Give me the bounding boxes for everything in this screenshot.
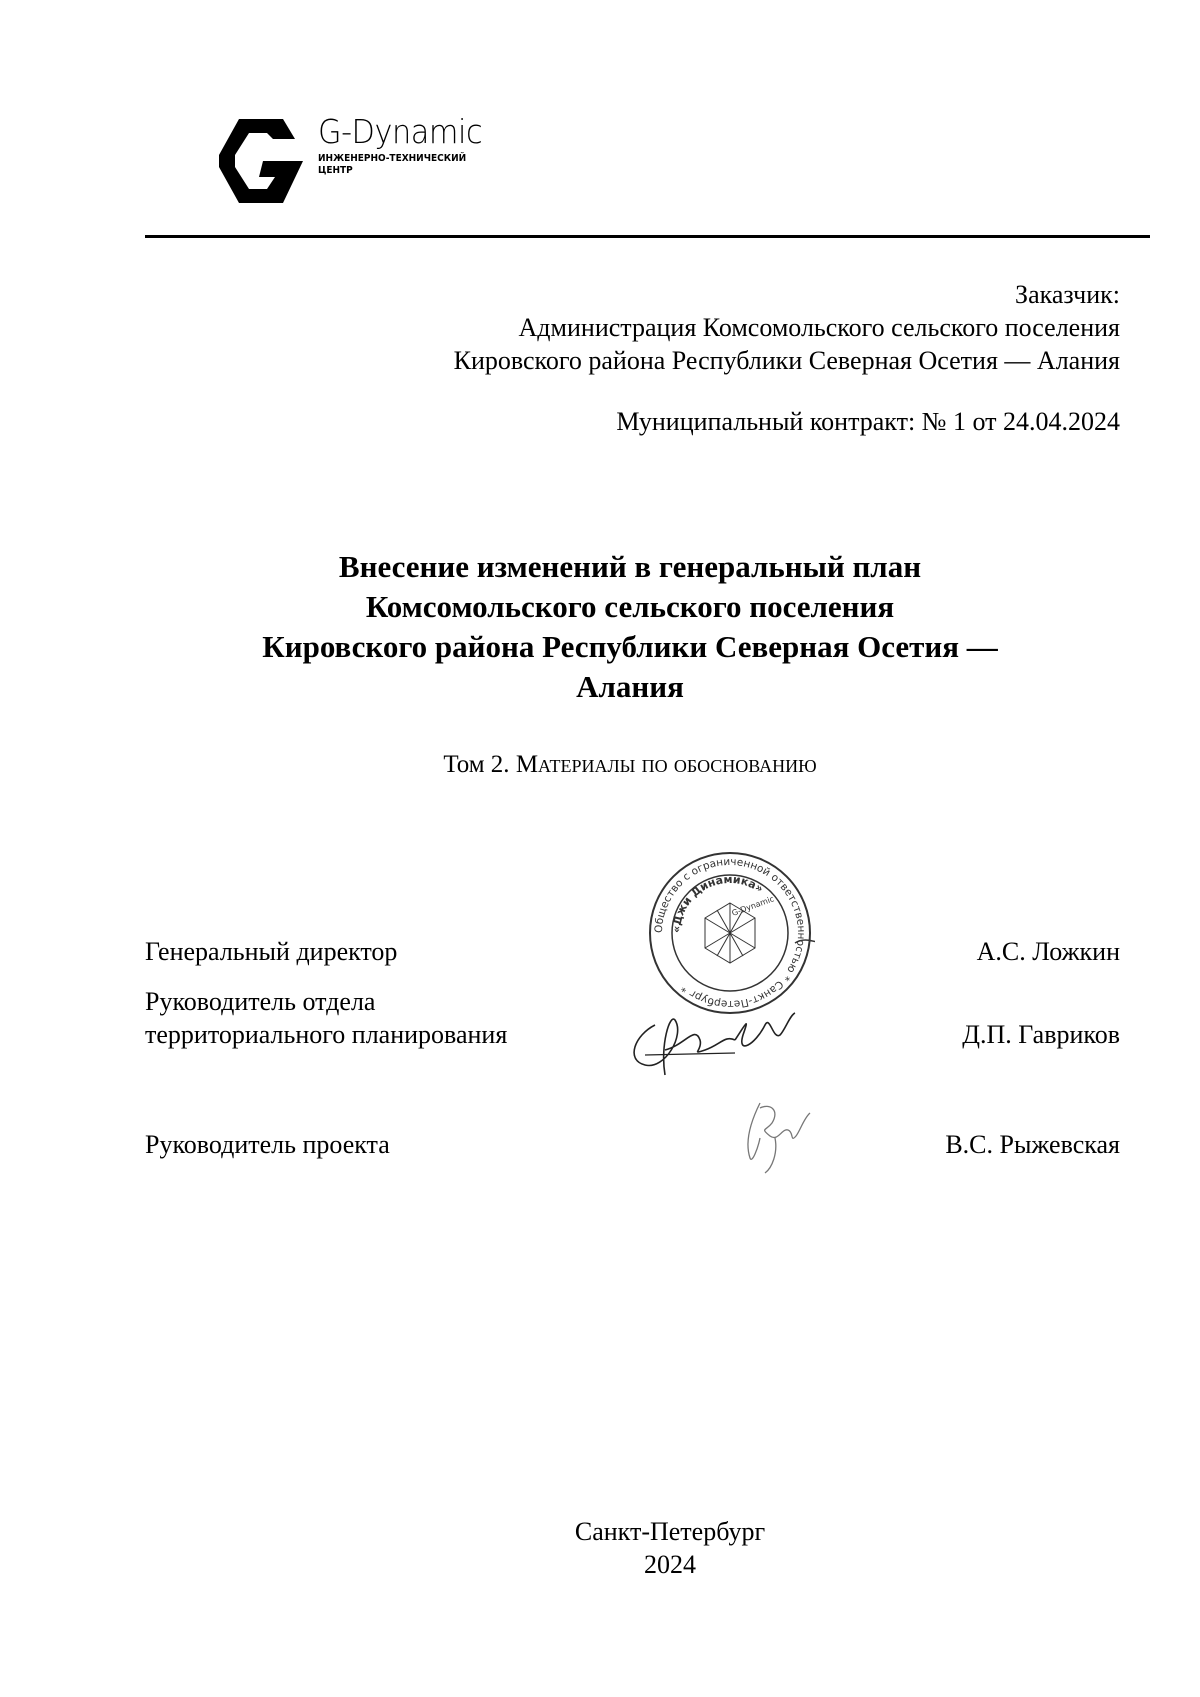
customer-line-2: Кировского района Республики Северная Осетия — Алания xyxy=(453,346,1120,375)
header-divider xyxy=(145,235,1150,238)
signature-role: Генеральный директор xyxy=(145,937,398,966)
footer-year: 2024 xyxy=(644,1550,696,1579)
document-title xyxy=(0,547,1200,707)
signature-name: А.С. Ложкин xyxy=(976,937,1120,966)
signature-gavrikov xyxy=(625,1005,805,1085)
customer-block xyxy=(454,278,1120,377)
contract-line: Муниципальный контракт: № 1 от 24.04.2024 xyxy=(616,407,1120,436)
volume-name: Материалы по обоснованию xyxy=(515,751,817,778)
svg-text:Общество с ограниченной ответс: Общество с ограниченной ответственностью * Санкт-Петербург * xyxy=(652,855,808,1011)
customer-line-1: Администрация Комсомольского сельского поселения xyxy=(518,313,1120,342)
title-line-3: Кировского района Республики Северная Осетия — xyxy=(262,629,998,664)
volume-label xyxy=(0,750,1200,780)
company-stamp xyxy=(645,848,815,1018)
signature-role: Руководитель отдела территориального планирования xyxy=(145,987,508,1049)
logo-subtitle-1: ИНЖЕНЕРНО-ТЕХНИЧЕСКИЙ xyxy=(318,153,467,164)
customer-label: Заказчик: xyxy=(1015,280,1120,309)
signature-role: Руководитель проекта xyxy=(145,1130,390,1159)
g-logo-icon xyxy=(215,115,307,207)
logo-subtitle-2: ЦЕНТР xyxy=(318,165,353,176)
footer xyxy=(0,1515,1200,1581)
svg-text:«Джи Динамика»: «Джи Динамика» xyxy=(669,872,766,934)
footer-city: Санкт-Петербург xyxy=(574,1517,766,1546)
signature-name: Д.П. Гавриков xyxy=(962,1020,1120,1049)
signature-name: В.С. Рыжевская xyxy=(945,1130,1120,1159)
title-line-4: Алания xyxy=(576,669,684,704)
signature-ryzhevskaya xyxy=(730,1098,815,1178)
title-line-1: Внесение изменений в генеральный план xyxy=(338,549,922,584)
logo-name: G-Dynamic xyxy=(318,112,483,151)
company-logo xyxy=(215,112,515,215)
volume-prefix: Том 2. xyxy=(443,751,516,778)
svg-text:G-Dynamic: G-Dynamic xyxy=(730,894,776,918)
title-line-2: Комсомольского сельского поселения xyxy=(365,589,895,624)
